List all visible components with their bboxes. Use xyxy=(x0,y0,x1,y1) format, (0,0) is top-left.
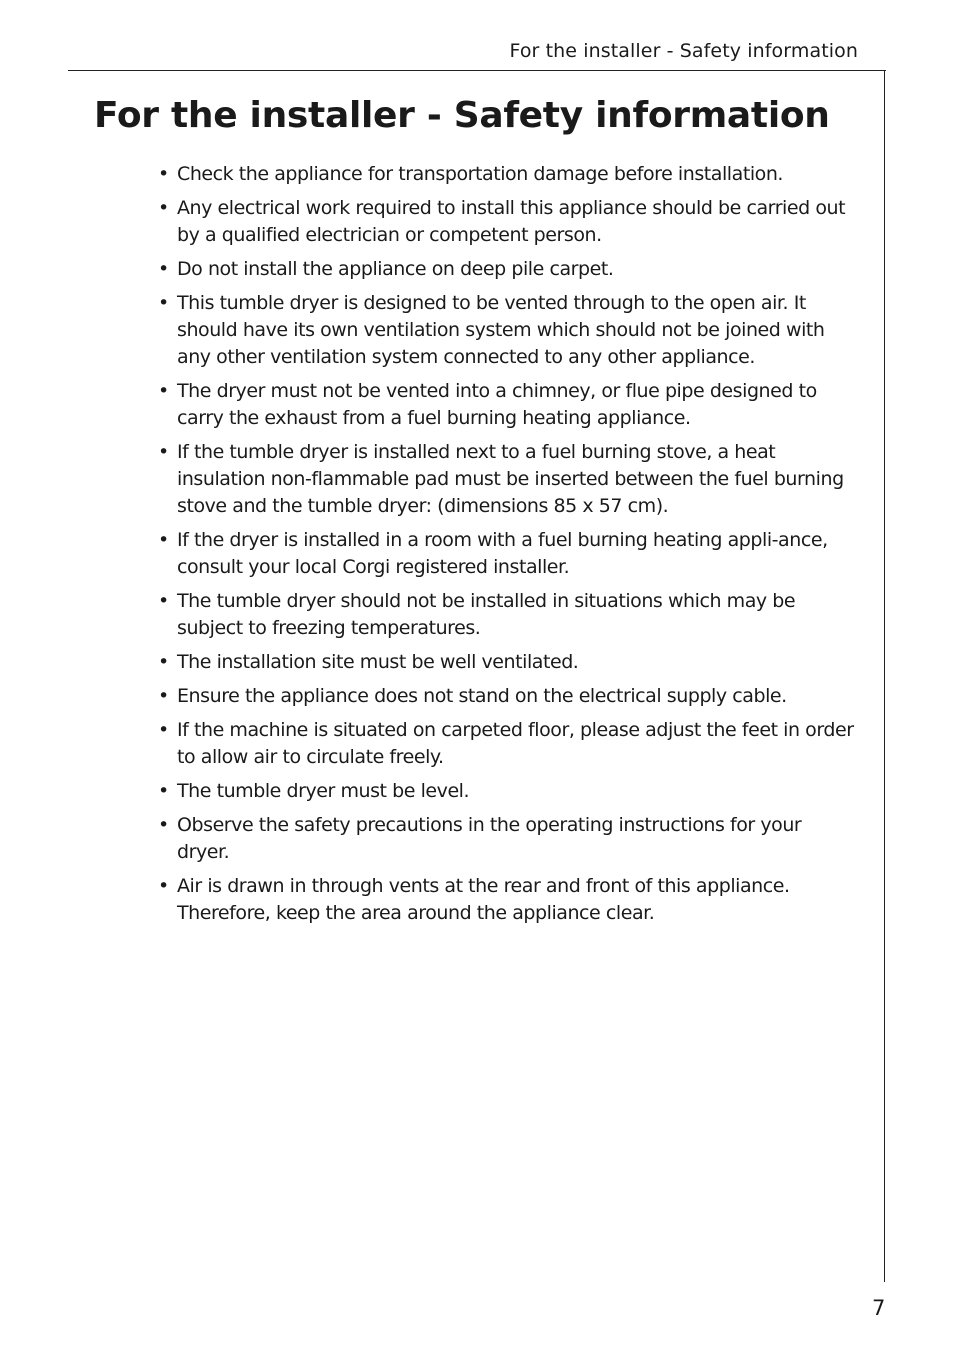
list-item xyxy=(158,527,858,581)
bullet-dot-icon: • xyxy=(158,651,169,673)
list-item xyxy=(158,873,858,927)
bullet-dot-icon: • xyxy=(158,441,169,463)
list-item xyxy=(158,588,858,642)
running-header: For the installer - Safety information xyxy=(509,40,858,62)
list-item-text: Any electrical work required to install this appliance should be carried out by a qualified electrician or competent person. xyxy=(177,197,846,246)
bullet-dot-icon: • xyxy=(158,719,169,741)
list-item-text: The dryer must not be vented into a chimney, or flue pipe designed to carry the exhaust from a fuel burning heating appliance. xyxy=(177,380,817,429)
list-item xyxy=(158,812,858,866)
bullet-dot-icon: • xyxy=(158,197,169,219)
header-rule xyxy=(68,70,886,71)
bullet-dot-icon: • xyxy=(158,258,169,280)
bullet-dot-icon: • xyxy=(158,685,169,707)
list-item-text: If the tumble dryer is installed next to a fuel burning stove, a heat insulation non-flammable pad must be inserted between the fuel burning stove and the tumble dryer: (dimensions 85 x 57 cm). xyxy=(177,441,844,517)
list-item xyxy=(158,195,858,249)
list-item xyxy=(158,778,858,805)
bullet-dot-icon: • xyxy=(158,875,169,897)
list-item-text: Air is drawn in through vents at the rear and front of this appliance. Therefore, keep the area around the appliance clear. xyxy=(177,875,790,924)
list-item-text: The tumble dryer should not be installed in situations which may be subject to freezing temperatures. xyxy=(177,590,796,639)
bullet-dot-icon: • xyxy=(158,780,169,802)
list-item xyxy=(158,439,858,520)
list-item xyxy=(158,290,858,371)
list-item xyxy=(158,683,858,710)
list-item xyxy=(158,161,858,188)
bullet-dot-icon: • xyxy=(158,529,169,551)
right-margin-rule xyxy=(884,70,885,1282)
list-item-text: Do not install the appliance on deep pile carpet. xyxy=(177,258,614,280)
list-item-text: Observe the safety precautions in the operating instructions for your dryer. xyxy=(177,814,802,863)
list-item-text: Ensure the appliance does not stand on the electrical supply cable. xyxy=(177,685,787,707)
page-title: For the installer - Safety information xyxy=(94,95,830,136)
bullet-dot-icon: • xyxy=(158,380,169,402)
list-item-text: The tumble dryer must be level. xyxy=(177,780,470,802)
list-item xyxy=(158,649,858,676)
list-item-text: The installation site must be well ventilated. xyxy=(177,651,579,673)
safety-bullet-list xyxy=(158,161,858,934)
list-item xyxy=(158,378,858,432)
bullet-dot-icon: • xyxy=(158,590,169,612)
bullet-dot-icon: • xyxy=(158,163,169,185)
list-item-text: If the dryer is installed in a room with a fuel burning heating appli-ance, consult your local Corgi registered installer. xyxy=(177,529,828,578)
list-item-text: If the machine is situated on carpeted floor, please adjust the feet in order to allow air to circulate freely. xyxy=(177,719,854,768)
bullet-dot-icon: • xyxy=(158,814,169,836)
bullet-dot-icon: • xyxy=(158,292,169,314)
list-item-text: Check the appliance for transportation damage before installation. xyxy=(177,163,784,185)
page-number: 7 xyxy=(872,1296,886,1320)
list-item xyxy=(158,717,858,771)
list-item xyxy=(158,256,858,283)
list-item-text: This tumble dryer is designed to be vented through to the open air. It should have its own ventilation system which should not be joined with any other ventilation system connected to any other appliance. xyxy=(177,292,825,368)
